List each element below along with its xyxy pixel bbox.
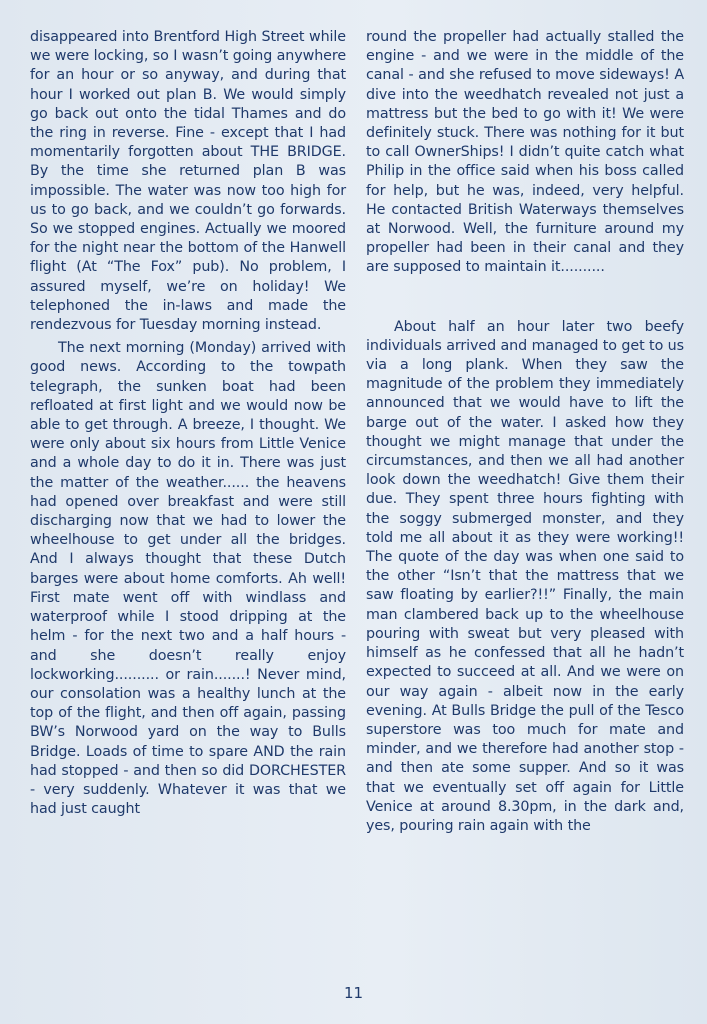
body-paragraph: The next morning (Monday) arrived with good news. According to the towpath telegraph, the sunken boat had been refloated at first light and we would now be able to get through. A breeze, I thought. We were only about six hours from Little Venice and a whole day to do it in. There was just the matter of the weather...... the heavens had opened over breakfast and were still discharging now that we had to lower the wheelhouse to get under all the bridges. And I always thought that these Dutch barges were about home comforts. Ah well! First mate went off with windlass and waterproof while I stood dripping at the helm - for the next two and a half hours - and she doesn’t really enjoy lockworking.......... or rain.......! Never mind, our consolation was a healthy lunch at the top of the flight, and then off again, passing BW’s Norwood yard on the way to Bulls Bridge. Loads of time to spare AND the rain had stopped - and then so did DORCHESTER - very suddenly. Whatever it was that we had just caught xyxy=(30,340,346,818)
right-column xyxy=(366,28,684,836)
paragraph-gap xyxy=(366,278,684,318)
body-paragraph: About half an hour later two beefy individuals arrived and managed to get to us via a long plank. When they saw the magnitude of the problem they immediately announced that we would have to lift the barge out of the water. I asked how they thought we might manage that under the circumstances, and then we all had another look down the weedhatch! Give them their due. They spent three hours fighting with the soggy submerged monster, and they told me all about it as they were working!! The quote of the day was when one said to the other “Isn’t that the mattress that we saw floating by earlier?!!” Finally, the main man clambered back up to the wheelhouse pouring with sweat but very pleased with himself as he confessed that all he hadn’t expected to succeed at all. And we were on our way again - albeit now in the early evening. At Bulls Bridge the pull of the Tesco superstore was too much for mate and minder, and we therefore had another stop - and then ate some supper. And so it was that we eventually set off again for Little Venice at around 8.30pm, in the dark and, yes, pouring rain again with the xyxy=(366,318,684,834)
page-number: 11 xyxy=(343,984,364,1002)
left-column xyxy=(30,28,346,819)
body-paragraph: disappeared into Brentford High Street while we were locking, so I wasn’t going anywhere for an hour or so anyway, and during that hour I worked out plan B. We would simply go back out onto the tidal Thames and do the ring in reverse. Fine - except that I had momentarily forgotten about THE BRIDGE. By the time she returned plan B was impossible. The water was now too high for us to go back, and we couldn’t go forwards. So we stopped engines. Actually we moored for the night near the bottom of the Hanwell flight (At “The Fox” pub). No problem, I assured myself, we’re on holiday! We telephoned the in-laws and made the rendezvous for Tuesday morning instead. xyxy=(30,29,347,334)
body-paragraph: round the propeller had actually stalled the engine - and we were in the middle of the canal - and she refused to move sideways! A dive into the weedhatch revealed not just a mattress but the bed to go with it! We were definitely stuck. There was nothing for it but to call OwnerShips! I didn’t quite catch what Philip in the office said when his boss called for help, but he was, indeed, very helpful. He contacted British Waterways themselves at Norwood. Well, the furniture around my propeller had been in their canal and they are supposed to maintain it.......... xyxy=(366,29,684,276)
